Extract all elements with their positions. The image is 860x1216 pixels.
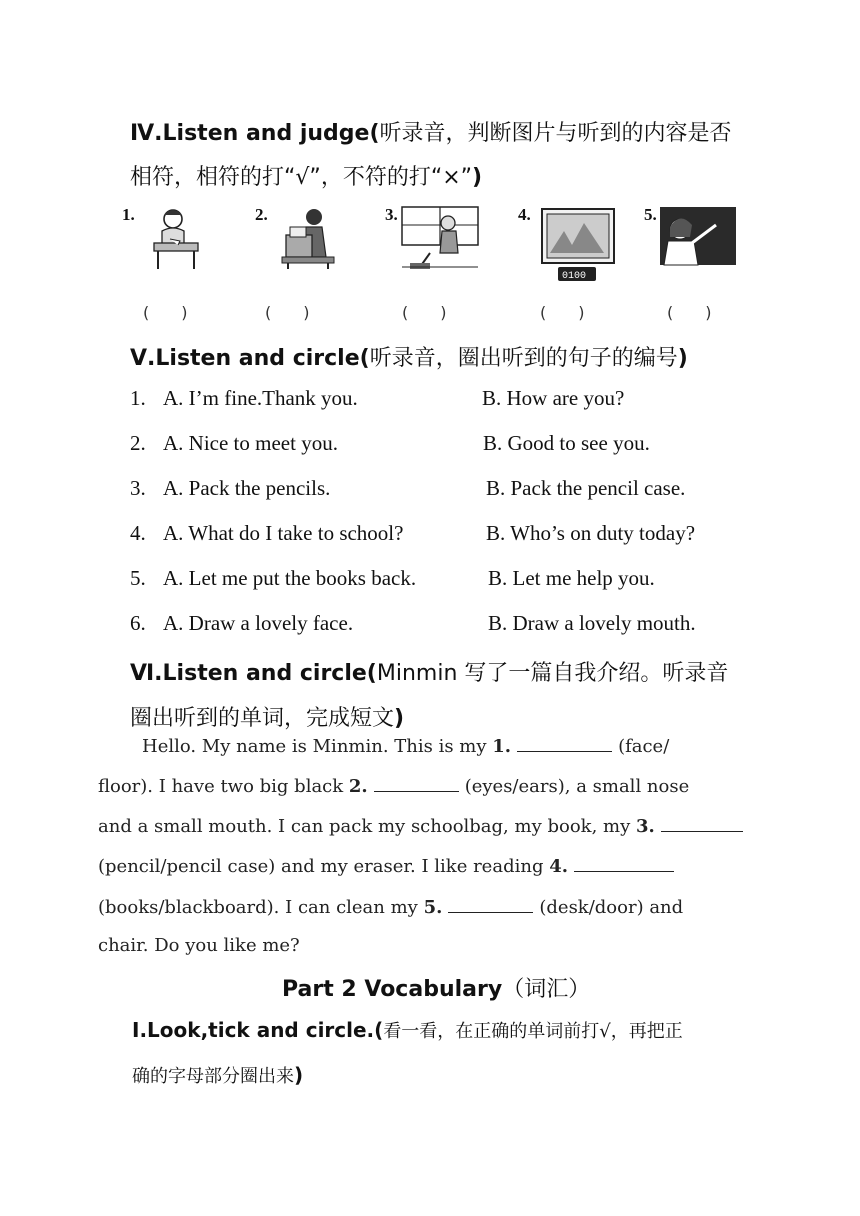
passage-text: (face/ <box>618 736 670 757</box>
item-5-num: 5. <box>130 566 146 590</box>
blank-1[interactable] <box>517 735 612 752</box>
section-6-title-cn: 写了一篇自我介绍。听录音 <box>464 661 729 686</box>
item-5-option-b[interactable]: B. Let me help you. <box>488 566 655 590</box>
tv-clock-icon <box>538 205 618 285</box>
section-6-title-en2: Minmin <box>376 661 465 686</box>
answer-paren-4[interactable]: ( ) <box>540 303 585 322</box>
passage-text: (books/blackboard). I can clean my <box>98 897 424 918</box>
section-4-title-cn: 听录音，判断图片与听到的内容是否 <box>379 121 732 146</box>
passage-line-2 <box>98 775 689 797</box>
picture-number-1: 1. <box>122 205 135 224</box>
item-4-option-a[interactable]: A. What do I take to school? <box>163 521 404 545</box>
blank-number-2: 2. <box>348 776 368 797</box>
picture-number-4: 4. <box>518 205 531 224</box>
section-4-title-en: Ⅳ.Listen and judge( <box>130 121 380 146</box>
item-6-num: 6. <box>130 611 146 635</box>
answer-paren-2[interactable]: ( ) <box>265 303 310 322</box>
vocab-1-title-en: Ⅰ.Look,tick and circle.( <box>132 1018 384 1042</box>
passage-line-1 <box>142 735 669 757</box>
item-3-option-b[interactable]: B. Pack the pencil case. <box>486 476 686 500</box>
item-2-option-b[interactable]: B. Good to see you. <box>483 431 650 455</box>
passage-text: Hello. My name is Minmin. This is my <box>142 736 493 757</box>
vocab-1-title-cn: 看一看，在正确的单词前打√，再把正 <box>383 1021 683 1042</box>
blank-2[interactable] <box>374 775 459 792</box>
part-2-title-cn: （词汇） <box>502 977 591 1002</box>
item-6-option-b[interactable]: B. Draw a lovely mouth. <box>488 611 696 635</box>
item-1-num: 1. <box>130 386 146 410</box>
passage-line-4 <box>98 855 680 877</box>
picture-number-2: 2. <box>255 205 268 224</box>
section-5-title <box>130 341 688 372</box>
blank-number-4: 4. <box>549 856 568 877</box>
passage-line-5 <box>98 896 683 918</box>
passage-text: floor). I have two big black <box>98 776 349 797</box>
section-6-title-en: Ⅵ.Listen and circle( <box>130 661 377 686</box>
answer-paren-3[interactable]: ( ) <box>402 303 447 322</box>
section-4-line2-cn: 相符，相符的打“√”，不符的打“×” <box>130 165 473 190</box>
answer-paren-1[interactable]: ( ) <box>143 303 188 322</box>
section-5-title-close: ) <box>677 346 688 371</box>
section-5-title-en: Ⅴ.Listen and circle( <box>130 346 370 371</box>
girl-blackboard-icon <box>660 207 736 267</box>
svg-text:0100: 0100 <box>562 271 587 282</box>
item-6-option-a[interactable]: A. Draw a lovely face. <box>163 611 354 635</box>
blank-4[interactable] <box>574 855 674 872</box>
blank-number-1: 1. <box>492 736 512 757</box>
boy-cleaning-window-icon <box>400 205 480 271</box>
passage-text: (eyes/ears), a small nose <box>464 776 690 797</box>
vocab-1-line2-close: ) <box>294 1063 304 1087</box>
blank-3[interactable] <box>661 815 743 832</box>
item-5-option-a[interactable]: A. Let me put the books back. <box>163 566 417 590</box>
item-4-num: 4. <box>130 521 146 545</box>
item-1-option-a[interactable]: A. I’m fine.Thank you. <box>163 386 358 410</box>
section-6-title-line2 <box>130 701 404 732</box>
passage-line-6: chair. Do you like me? <box>98 935 300 956</box>
vocab-1-line2-cn: 确的字母部分圈出来 <box>132 1066 294 1087</box>
passage-line-3 <box>98 815 749 837</box>
section-4-title <box>130 116 732 147</box>
part-2-title <box>282 972 590 1003</box>
blank-5[interactable] <box>448 896 533 913</box>
picture-number-5: 5. <box>644 205 657 224</box>
item-2-num: 2. <box>130 431 146 455</box>
section-6-title <box>130 656 728 687</box>
section-6-line2-cn: 圈出听到的单词，完成短文 <box>130 706 395 731</box>
item-2-option-a[interactable]: A. Nice to meet you. <box>163 431 338 455</box>
section-4-line2-close: ) <box>472 165 483 190</box>
part-2-title-en: Part 2 Vocabulary <box>282 977 503 1002</box>
girl-packing-bag-icon <box>278 205 338 271</box>
answer-paren-5[interactable]: ( ) <box>667 303 712 322</box>
passage-text: (pencil/pencil case) and my eraser. I like reading <box>98 856 550 877</box>
passage-text: and a small mouth. I can pack my schoolbag, my book, my <box>98 816 636 837</box>
passage-text: (desk/door) and <box>539 897 684 918</box>
section-4-title-line2 <box>130 160 482 191</box>
vocab-1-title-line2 <box>132 1062 303 1088</box>
item-3-num: 3. <box>130 476 146 500</box>
picture-number-3: 3. <box>385 205 398 224</box>
section-6-line2-close: ) <box>394 706 405 731</box>
section-5-title-cn: 听录音，圈出听到的句子的编号 <box>369 346 678 371</box>
item-1-option-b[interactable]: B. How are you? <box>482 386 625 410</box>
blank-number-5: 5. <box>423 897 443 918</box>
boy-at-desk-icon <box>140 205 210 271</box>
item-4-option-b[interactable]: B. Who’s on duty today? <box>486 521 696 545</box>
vocab-1-title <box>132 1017 683 1043</box>
item-3-option-a[interactable]: A. Pack the pencils. <box>163 476 331 500</box>
blank-number-3: 3. <box>635 816 655 837</box>
